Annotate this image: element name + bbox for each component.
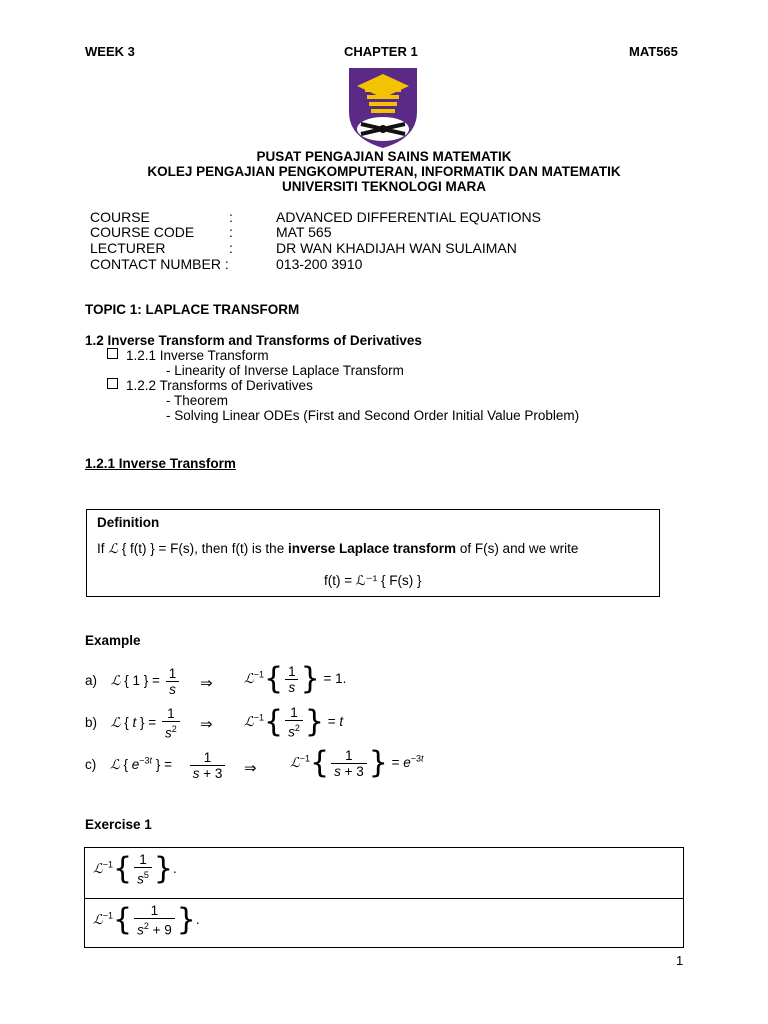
header-chapter: CHAPTER 1 <box>344 44 418 59</box>
subsection-title: 1.2.1 Inverse Transform <box>85 456 236 471</box>
outline-subitem: - Theorem <box>166 393 229 408</box>
definition-box <box>86 509 660 597</box>
institution-line-3: UNIVERSITI TEKNOLOGI MARA <box>281 179 486 194</box>
outline-subitem: - Linearity of Inverse Laplace Transform <box>166 363 404 378</box>
outline-subitem: - Solving Linear ODEs (First and Second Order Initial Value Problem) <box>166 408 580 423</box>
info-sep: : <box>229 224 233 240</box>
exercise-problem-2: ℒ$^{-1}${ $\frac{1}{s^2 + 9}$ }. <box>93 902 200 938</box>
info-value: ADVANCED DIFFERENTIAL EQUATIONS <box>276 209 541 225</box>
definition-formula: f(t) = ℒ⁻¹ { F(s) } <box>324 573 422 588</box>
example-title: Example <box>85 633 141 648</box>
info-value: MAT 565 <box>276 224 332 240</box>
info-label: COURSE <box>90 209 150 225</box>
checkbox-bullet-icon <box>107 348 118 359</box>
example-b-result: ℒ$^{-1}${ $\frac{1}{s^2}$ } = t <box>244 704 344 740</box>
section-title: 1.2 Inverse Transform and Transforms of Derivatives <box>85 333 422 348</box>
checkbox-bullet-icon <box>107 378 118 389</box>
implies-icon: ⇒ <box>200 675 213 692</box>
definition-text: If ℒ { f(t) } = F(s), then f(t) is the inverse Laplace transform of F(s) and we write <box>97 541 579 557</box>
example-c: c) ℒ { $e^{-3t}$ } = $\frac{1}{s + 3}$ <box>85 750 227 781</box>
exercise-problem-1: ℒ$^{-1}${ $\frac{1}{s^5}$ }. <box>93 851 177 887</box>
info-label: COURSE CODE <box>90 224 195 240</box>
university-logo <box>347 66 419 150</box>
outline-item-1: 1.2.1 Inverse Transform <box>107 348 269 363</box>
outline-item-2: 1.2.2 Transforms of Derivatives <box>107 378 313 393</box>
info-sep: : <box>229 240 233 256</box>
page-number: 1 <box>676 953 684 968</box>
implies-icon: ⇒ <box>244 760 257 777</box>
implies-icon: ⇒ <box>200 716 213 733</box>
info-label: LECTURER <box>90 240 166 256</box>
example-a-result: ℒ$^{-1}${ $\frac{1}{s}$ } = 1. <box>244 661 347 697</box>
header-week: WEEK 3 <box>85 44 135 59</box>
info-label: CONTACT NUMBER : <box>90 256 229 272</box>
example-a: a) ℒ { 1 } = $\frac{1}{s}$ <box>85 666 181 697</box>
institution-line-1: PUSAT PENGAJIAN SAINS MATEMATIK <box>256 149 512 164</box>
institution-line-2: KOLEJ PENGAJIAN PENGKOMPUTERAN, INFORMATIK DAN MATEMATIK <box>147 164 621 179</box>
example-b: b) ℒ { t } = $\frac{1}{s^2}$ <box>85 706 182 741</box>
exercise-title: Exercise 1 <box>85 817 152 832</box>
info-sep: : <box>229 209 233 225</box>
header-course-code: MAT565 <box>629 44 678 59</box>
exercise-box-1 <box>84 847 684 899</box>
topic-title: TOPIC 1: LAPLACE TRANSFORM <box>85 302 300 317</box>
exercise-box-2 <box>84 898 684 948</box>
definition-title: Definition <box>97 515 160 530</box>
example-c-result: ℒ$^{-1}${ $\frac{1}{s + 3}$ } = $e^{-3t}$ <box>290 745 424 781</box>
laplace-symbol: ℒ <box>108 541 119 557</box>
info-value: DR WAN KHADIJAH WAN SULAIMAN <box>276 240 517 256</box>
info-value: 013-200 3910 <box>276 256 363 272</box>
